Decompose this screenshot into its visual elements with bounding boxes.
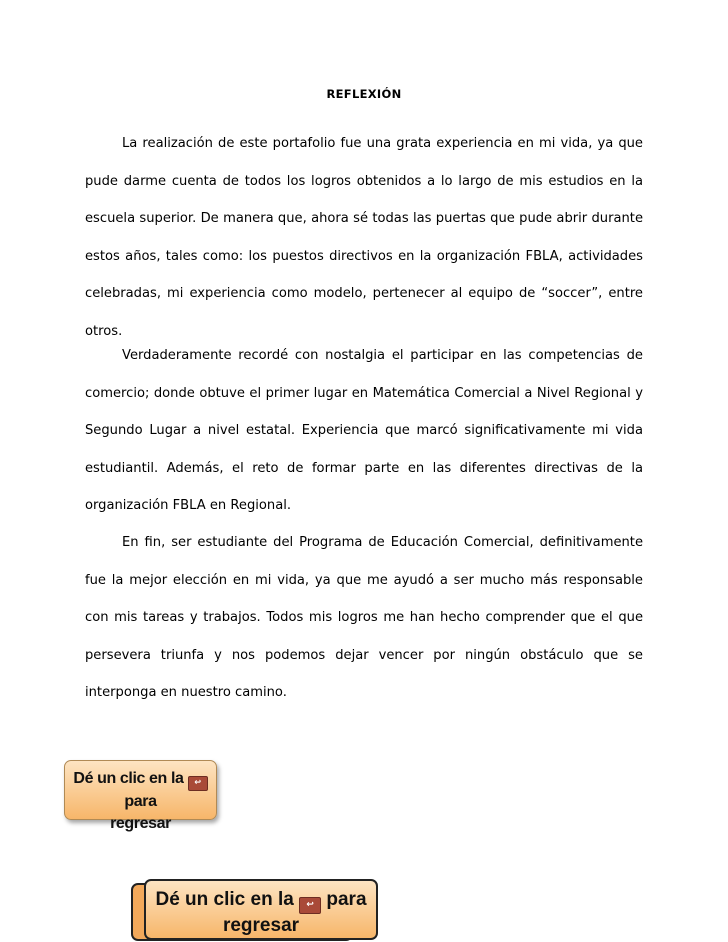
paragraph-3: En fin, ser estudiante del Programa de Educación Comercial, definitivamente fue la mejor elección en mi vida, ya que me ayudó a ser mucho más responsable con mis tareas y trabajos. Todos mis logros me han hecho comprender que el que persevera triunfa y nos podemos dejar vencer por ningún obstáculo que se interponga en nuestro camino. <box>85 535 643 700</box>
return-icon: ↩ <box>299 897 321 914</box>
return-icon: ↩ <box>188 776 208 791</box>
paragraph-1: La realización de este portafolio fue una grata experiencia en mi vida, ya que pude darme cuenta de todos los logros obtenidos a lo largo de mis estudios en la escuela superior. De manera que, ahora sé todas las puertas que pude abrir durante estos años, tales como: los puestos directivos en la organización FBLA, actividades celebradas, mi experiencia como modelo, pertenecer al equipo de “soccer”, entre otros. <box>85 136 643 339</box>
return-button-small-text-end: para <box>124 793 157 810</box>
return-button-small-text-line2: regresar <box>110 815 171 832</box>
return-button-large-text-start: Dé un clic en la <box>155 889 294 910</box>
return-button-large[interactable] <box>144 879 378 940</box>
paragraph-2: Verdaderamente recordé con nostalgia el participar en las competencias de comercio; donde obtuve el primer lugar en Matemática Comercial a Nivel Regional y Segundo Lugar a nivel estatal. Experiencia que marcó significativamente mi vida estudiantil. Además, el reto de formar parte en las diferentes directivas de la organización FBLA en Regional. <box>85 348 643 513</box>
page-title: REFLEXIÓN <box>326 87 402 101</box>
return-button-large-text-end: para <box>326 889 367 910</box>
return-button-small[interactable] <box>64 760 217 832</box>
return-button-large-text-line2: regresar <box>222 915 300 936</box>
return-button-small-text-start: Dé un clic en la <box>73 770 184 787</box>
